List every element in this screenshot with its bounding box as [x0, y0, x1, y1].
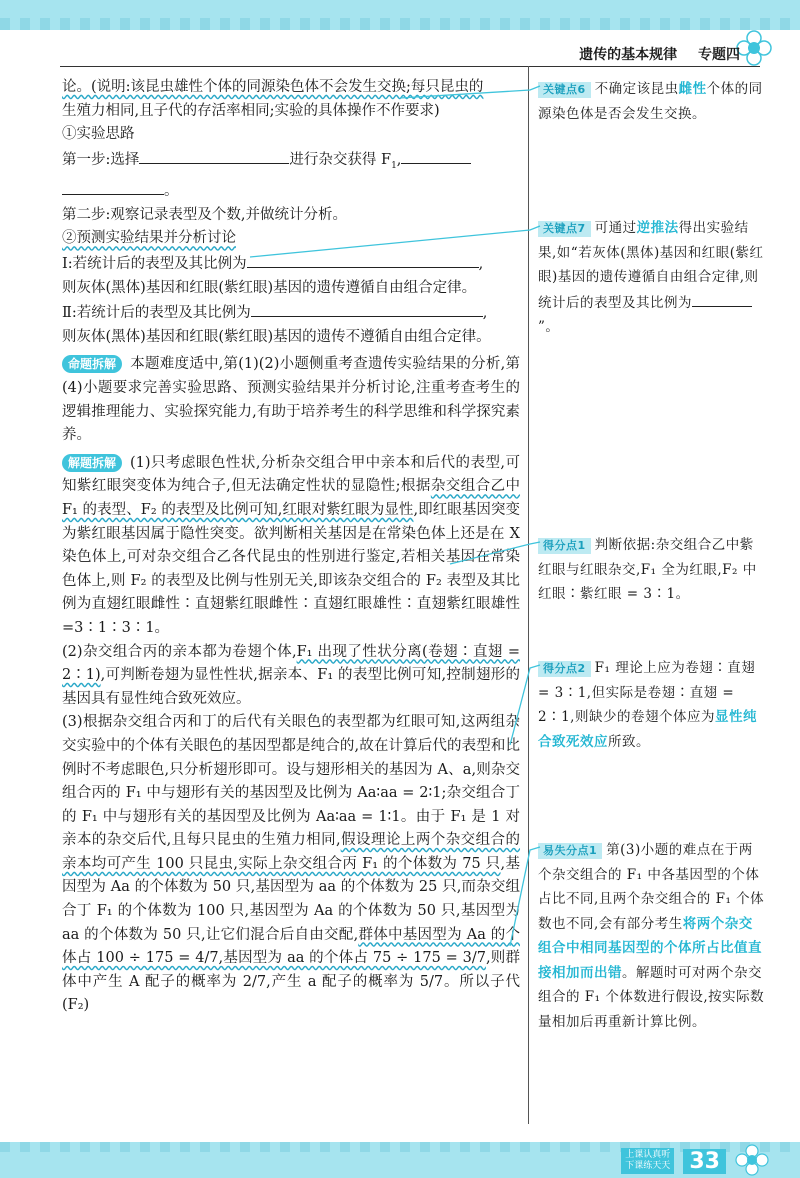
- solution-paragraph: (2)杂交组合丙的亲本都为卷翅个体,F₁ 出现了性状分离(卷翅∶直翅 = 2∶1),可判断卷翅为显性性状,据亲本、F₁ 的表型比例可知,控制翅形的基因具有显性纯合致死效应。: [62, 643, 520, 707]
- note-error1: 易失分点1 第(3)小题的难点在于两个杂交组合的 F₁ 中各基因型的个体占比不同,且两个杂交组合的 F₁ 个体数也不同,会有部分考生将两个杂交组合中相同基因型的个体所占比值直接相加而出错。解题时可对两个杂交组合的 F₁ 个体数进行假设,按实际数量相加后再重新计算比例。: [538, 842, 765, 1030]
- connector-line: [510, 847, 540, 946]
- solution-paragraph: 解题拆解 (1)只考虑眼色性状,分析杂交组合甲中亲本和后代的表型,可知紫红眼突变体为纯合子,但无法确定性状的显隐性;根据杂交组合乙中 F₁ 的表型、F₂ 的表型及比例可知,红眼对紫红眼为显性,即红眼基因突变为紫红眼基因属于隐性突变。欲判断相关基因是在常染色体上还是在 X 染色体上,可对杂交组合乙各代昆虫的性别进行鉴定,若相关基因在常染色体上,则 F₂ 的表型及比例与性别无关,即该杂交组合的 F₂ 表型及其比例为直翅红眼雌性∶直翅紫红眼雌性∶直翅红眼雄性∶直翅紫红眼雄性 =3∶1∶3∶1。: [62, 454, 521, 636]
- key-point-tag: 关键点6: [538, 82, 591, 98]
- section-title: 遗传的基本规律: [579, 47, 678, 63]
- section-tag: 命题拆解: [62, 355, 122, 373]
- section-tag: 解题拆解: [62, 454, 122, 472]
- score-point-tag: 得分点2: [538, 661, 591, 677]
- note-score1: 得分点1 判断依据:杂交组合乙中紫红眼与红眼杂交,F₁ 全为红眼,F₂ 中红眼∶紫红眼 = 3∶1。: [538, 537, 757, 602]
- page-footer: [621, 1148, 726, 1174]
- text-line: 第一步:选择 进行杂交获得 $F_1$,: [62, 147, 520, 178]
- solution-paragraph: (3)根据杂交组合丙和丁的后代有关眼色的表型都为红眼可知,这两组杂交实验中的个体有关眼色的基因型都是纯合的,故在计算后代的表型和比例时不考虑眼色,只分析翅形即可。设与翅形相关的基因为 A、a,则杂交组合丙的 F₁ 中与翅形有关的基因型及比例为 Aa∶aa = 2∶1;杂交组合丁的 F₁ 中与翅形有关的基因型及比例为 Aa∶aa = 1∶1。由于 F₁ 是 1 对亲本的杂交后代,且每只昆虫的生殖力相同,假设理论上两个杂交组合的亲本均可产生 100 只昆虫,实际上杂交组合丙 F₁ 的个体数为 75 只,基因型为 Aa 的个体数为 50 只,基因型为 aa 的个体数为 25 只,而杂交组合丁 F₁ 的个体数为 100 只,基因型为 Aa 的个体数为 50 只,基因型为 aa 的个体数为 50 只,让它们混合后自由交配,群体中基因型为 Aa 的个体占 100 ÷ 175 = 4/7,基因型为 aa 的个体占 75 ÷ 175 = 3/7,则群体中产生 A 配子的概率为 2/7,产生 a 配子的概率为 5/7。所以子代(F₂): [62, 714, 521, 1014]
- score-point-tag: 得分点1: [538, 538, 591, 554]
- text-line: 第二步:观察记录表型及个数,并做统计分析。: [62, 206, 347, 223]
- note-key6: 关键点6 不确定该昆虫雌性个体的同源染色体是否会发生交换。: [538, 81, 763, 122]
- text-line: Ⅱ:若统计后的表型及其比例为 ,: [62, 300, 520, 326]
- topic-label: 专题四: [698, 47, 740, 63]
- text-line: 则灰体(黑体)基因和红眼(紫红眼)基因的遗传遵循自由组合定律。: [62, 279, 477, 296]
- text-line: 则灰体(黑体)基因和红眼(紫红眼)基因的遗传不遵循自由组合定律。: [62, 328, 491, 345]
- text-line: 。: [62, 178, 520, 204]
- text-line: ①实验思路: [62, 126, 135, 143]
- connector-line: [450, 542, 540, 564]
- flower-icon: [734, 1144, 770, 1176]
- connector-line: [510, 665, 540, 745]
- text-line: 论。(说明:该昆虫雄性个体的同源染色体不会发生交换;每只昆虫的: [62, 79, 484, 95]
- connector-line: [400, 86, 540, 98]
- analysis-paragraph: 命题拆解 本题难度适中,第(1)(2)小题侧重考查遗传实验结果的分析,第(4)小题要求完善实验思路、预测实验结果并分析讨论,注重考查考生的逻辑推理能力、实验探究能力,有助于培养考生的科学思维和科学探究素养。: [62, 356, 520, 444]
- text-line: 生殖力相同,且子代的存活率相同;实验的具体操作不作要求): [62, 102, 440, 119]
- connector-line: [250, 226, 540, 257]
- footer-motto: 上课认真听 下课练天天: [621, 1148, 674, 1174]
- text-line: ②预测实验结果并分析讨论: [62, 230, 236, 247]
- error-point-tag: 易失分点1: [538, 843, 602, 859]
- page-number: 33: [683, 1149, 726, 1174]
- note-score2: 得分点2 F₁ 理论上应为卷翅∶直翅 = 3∶1,但实际是卷翅∶直翅 = 2∶1,则缺少的卷翅个体应为显性纯合致死效应所致。: [538, 660, 757, 750]
- note-key7: 关键点7 可通过逆推法得出实验结果,如“若灰体(黑体)基因和红眼(紫红眼)基因的遗传遵循自由组合定律,则统计后的表型及其比例为”。: [538, 220, 764, 335]
- key-point-tag: 关键点7: [538, 221, 591, 237]
- text-line: Ⅰ:若统计后的表型及其比例为 ,: [62, 251, 520, 277]
